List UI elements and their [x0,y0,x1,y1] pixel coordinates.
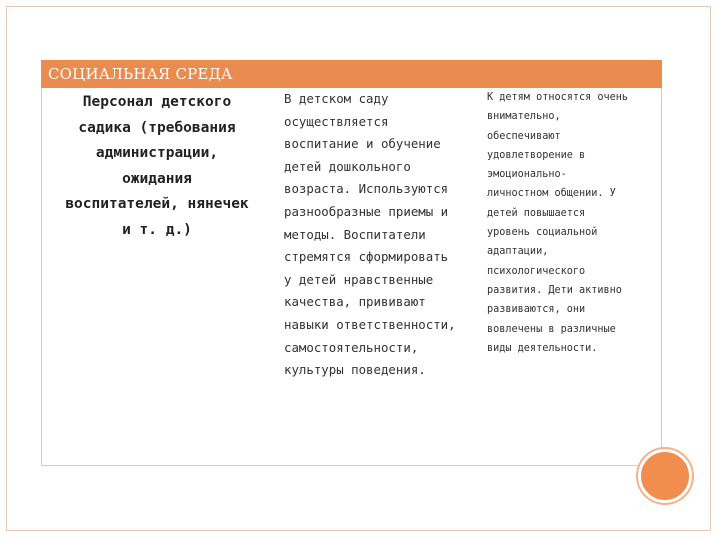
right-line: развиваются, они [487,304,586,316]
right-line: личностном общении. У [487,188,616,200]
middle-line: детей дошкольного [284,158,411,174]
left-line: Персонал детского [82,94,232,110]
middle-line: качества, прививают [284,294,426,310]
middle-line: В детском саду [284,91,389,106]
middle-line: культуры поведения. [284,362,426,378]
middle-column [284,88,480,382]
right-line: адаптации, [487,246,549,258]
decorative-circle [638,449,692,503]
right-line: уровень социальной [487,227,598,239]
right-line: вовлечены в различные [487,323,616,335]
middle-line: разнообразные приемы и [284,203,449,219]
left-line: администрации, [95,145,219,161]
middle-line: воспитание и обучение [284,136,441,152]
middle-line: у детей нравственные [284,271,434,287]
right-line: развития. Дети активно [487,284,622,296]
section-header: СОЦИАЛЬНАЯ СРЕДА [41,60,662,88]
middle-line: навыки ответственности, [284,316,456,332]
left-column [44,90,270,243]
right-line: психологического [487,265,586,277]
middle-line: возраста. Используются [284,181,449,197]
middle-line: методы. Воспитатели [284,226,426,242]
right-line: удовлетворение в [487,149,586,161]
left-line: и т. д.) [122,221,192,238]
right-line: виды деятельности. [487,342,598,354]
right-line: К детям относятся очень [487,92,629,103]
left-line: воспитателей, нянечек [65,196,249,212]
middle-line: самостоятельности, [284,339,419,355]
right-line: обеспечивают [487,130,561,142]
right-line: эмоционально- [487,169,567,181]
left-line: ожидания [122,170,192,187]
middle-line: стремятся сформировать [284,249,449,265]
middle-line: осуществляется [284,113,389,129]
right-line: внимательно, [487,111,561,123]
left-line: садика (требования [78,119,236,136]
right-line: детей повышается [487,207,586,219]
right-column [487,88,657,358]
